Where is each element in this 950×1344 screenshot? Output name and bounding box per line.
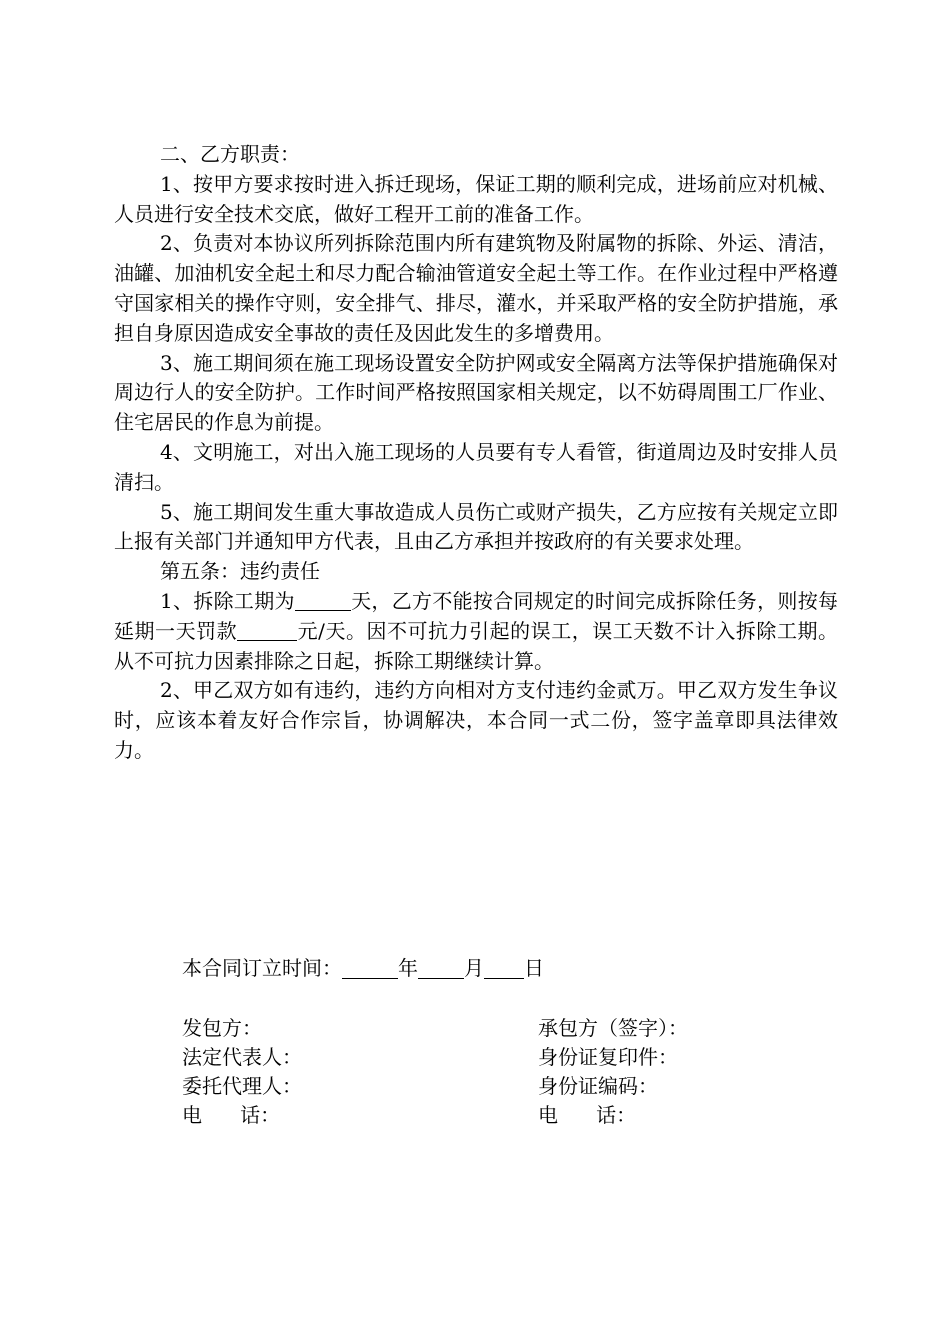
duty-item-4: 4、文明施工，对出入施工现场的人员要有专人看管，街道周边及时安排人员清扫。 bbox=[114, 439, 838, 494]
employer-phone-label: 电 话： bbox=[182, 1103, 281, 1127]
employer-label: 发包方： bbox=[182, 1016, 262, 1040]
breach-item-1 bbox=[114, 587, 838, 676]
date-label: 本合同订立时间： bbox=[182, 956, 342, 980]
breach-text-3: 元/天。因不可抗力引起的误工，误工天数不计入拆除工期。从不可抗力因素排除之日起，拆除工期继续计算。 bbox=[114, 618, 838, 673]
breach-text-1: 1、拆除工期为 bbox=[160, 588, 295, 613]
agent-label: 委托代理人： bbox=[182, 1074, 302, 1098]
penalty-blank[interactable] bbox=[237, 618, 297, 641]
month-blank[interactable] bbox=[418, 956, 464, 979]
id-copy-label: 身份证复印件： bbox=[538, 1045, 678, 1069]
breach-item-2: 2、甲乙双方如有违约，违约方向相对方支付违约金贰万。甲乙双方发生争议时，应该本着友好合作宗旨，协调解决，本合同一式二份，签字盖章即具法律效力。 bbox=[114, 678, 838, 762]
contract-body bbox=[114, 140, 838, 766]
breach-text-2: 天，乙方不能按合同规定的时间完成拆除任务，则按每延期一天罚款 bbox=[114, 588, 839, 643]
id-number-label: 身份证编码： bbox=[538, 1074, 658, 1098]
article-heading: 第五条：违约责任 bbox=[160, 559, 320, 584]
signature-block bbox=[182, 950, 742, 1127]
party-grid bbox=[182, 1014, 742, 1130]
duty-item-2: 2、负责对本协议所列拆除范围内所有建筑物及附属物的拆除、外运、清洁，油罐、加油机安全起土和尽力配合输油管道安全起土等工作。在作业过程中严格遵守国家相关的操作守则，安全排气、排尽，灌水，并采取严格的安全防护措施，承担自身原因造成安全事故的责任及因此发生的多增费用。 bbox=[114, 231, 838, 345]
year-blank[interactable] bbox=[342, 956, 398, 979]
contractor-phone-label: 电 话： bbox=[538, 1103, 637, 1127]
contractor-label: 承包方（签字）： bbox=[538, 1016, 688, 1040]
year-label: 年 bbox=[398, 956, 418, 980]
duty-item-5: 5、施工期间发生重大事故造成人员伤亡或财产损失，乙方应按有关规定立即上报有关部门并通知甲方代表，且由乙方承担并按政府的有关要求处理。 bbox=[114, 499, 838, 554]
day-label: 日 bbox=[524, 956, 544, 980]
section-heading: 二、乙方职责： bbox=[160, 142, 300, 166]
day-blank[interactable] bbox=[484, 956, 524, 979]
contract-date-line bbox=[182, 950, 742, 986]
days-blank[interactable] bbox=[295, 588, 351, 611]
duty-item-3: 3、施工期间须在施工现场设置安全防护网或安全隔离方法等保护措施确保对周边行人的安全防护。工作时间严格按照国家相关规定，以不妨碍周围工厂作业、住宅居民的作息为前提。 bbox=[114, 350, 838, 435]
legal-rep-label: 法定代表人： bbox=[182, 1045, 302, 1069]
month-label: 月 bbox=[464, 956, 484, 980]
duty-item-1: 1、按甲方要求按时进入拆迁现场，保证工期的顺利完成，进场前应对机械、人员进行安全技术交底，做好工程开工前的准备工作。 bbox=[114, 171, 838, 226]
